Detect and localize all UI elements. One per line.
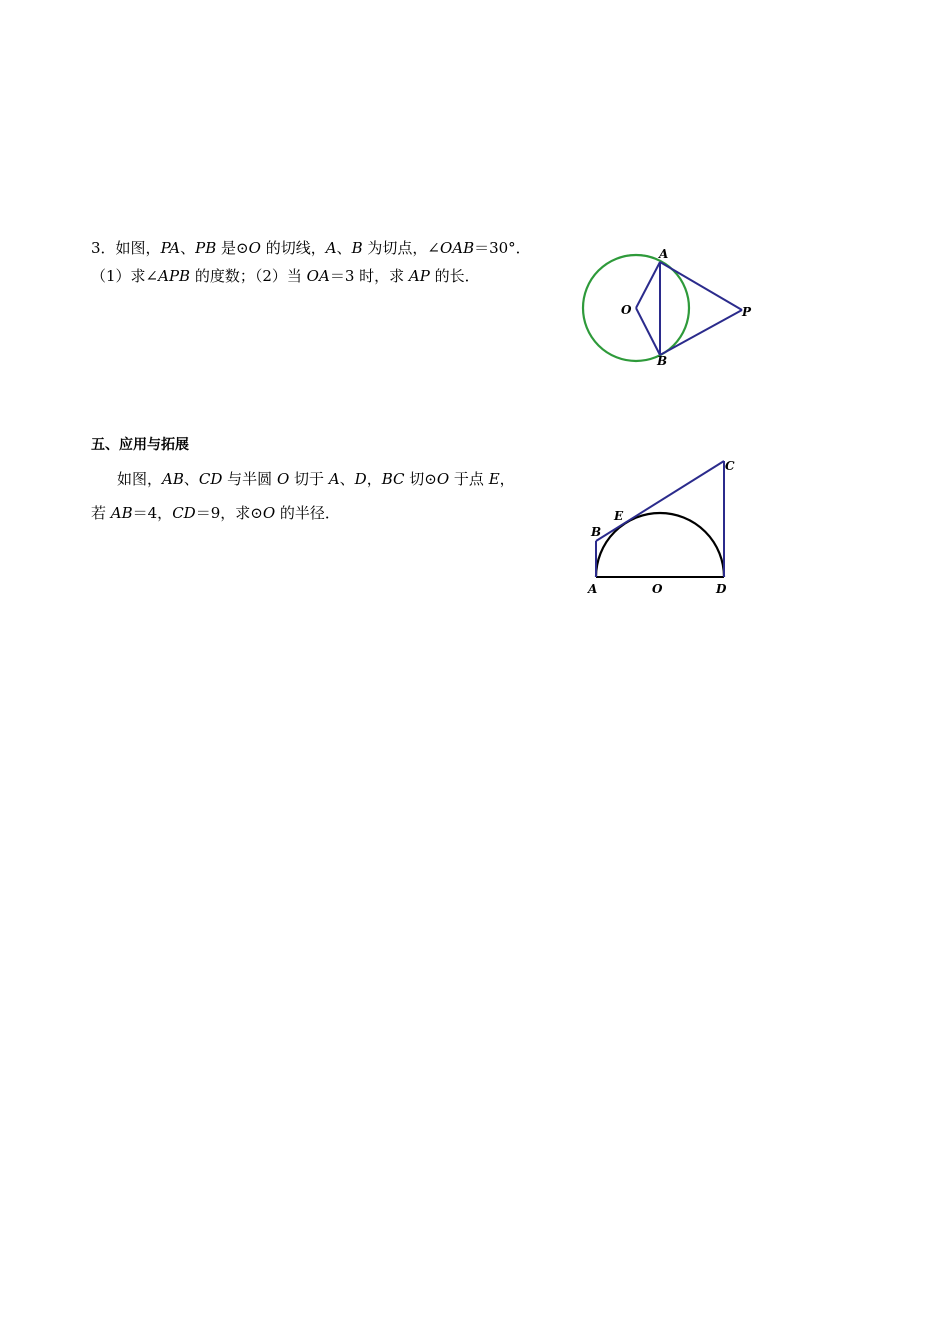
label-e: E: [614, 509, 624, 523]
circle-o: [583, 255, 689, 361]
tangent-pb: [660, 310, 742, 355]
figure3-lines: [636, 262, 742, 355]
segment-oa: [636, 262, 660, 308]
label-b: B: [657, 354, 668, 368]
problem3-line2: （1）求∠APB 的度数；（2）当 OA＝3 时，求 AP 的长．: [91, 267, 480, 285]
problem-number: 3．: [91, 239, 116, 257]
tangent-bc: [596, 461, 724, 541]
label-a: A: [588, 582, 598, 596]
section5-line2: 若 AB＝4，CD＝9，求⊙O 的半径．: [91, 504, 340, 522]
label-b: B: [591, 525, 602, 539]
section5-line1: 如图，AB、CD 与半圆 O 切于 A、D，BC 切⊙O 于点 E，: [117, 470, 515, 488]
problem3-line1: 3．如图，PA、PB 是⊙O 的切线，A、B 为切点，∠OAB＝30°．: [91, 239, 531, 257]
tangent-pa: [660, 262, 742, 310]
label-o: O: [621, 303, 632, 317]
semicircle-arc: [596, 513, 724, 577]
label-c: C: [725, 459, 735, 473]
section-title: 五、应用与拓展: [91, 437, 189, 453]
figure5-lines: [596, 461, 724, 577]
label-o: O: [652, 582, 663, 596]
label-d: D: [716, 582, 727, 596]
segment-ob: [636, 308, 660, 355]
label-a: A: [659, 247, 669, 261]
label-p: P: [742, 305, 752, 319]
